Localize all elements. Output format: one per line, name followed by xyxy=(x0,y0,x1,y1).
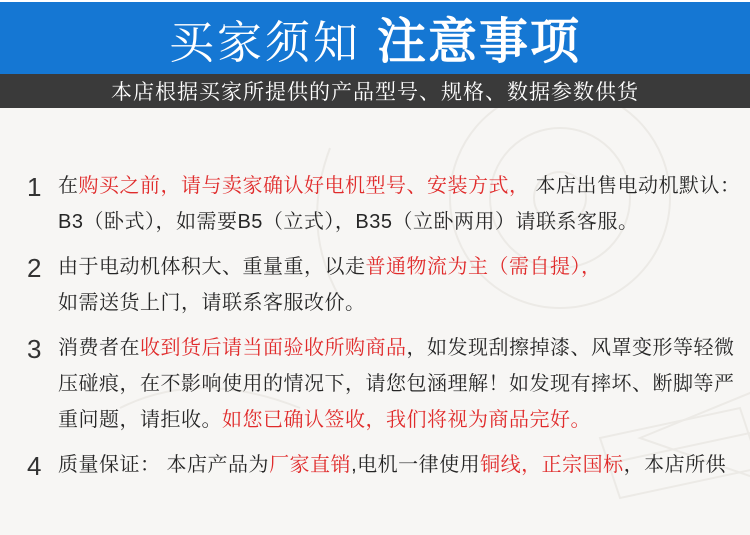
notice-text-segment: 如需送货上门，请联系客服改价。 xyxy=(58,292,366,314)
subtitle-bar xyxy=(0,74,750,108)
notice-text-segment: 购买之前，请与卖家确认好电机型号、安装方式， xyxy=(78,175,530,197)
notice-text-segment: 厂家直销 xyxy=(269,454,352,476)
notice-item xyxy=(27,168,741,240)
notice-text-segment: 质量保证： 本店产品为 xyxy=(58,454,270,476)
notice-item-number: 2 xyxy=(27,253,42,283)
title-banner xyxy=(0,2,750,74)
notice-text-segment: 在 xyxy=(58,175,79,197)
notice-item xyxy=(27,249,736,321)
notice-text-segment: 重问题，请拒收。 xyxy=(58,409,222,431)
notice-text-segment: ,电机一律使用 xyxy=(351,454,481,476)
notice-text-segment: 如您已确认签收，我们将视为商品完好。 xyxy=(222,409,591,431)
notice-item-line xyxy=(58,285,736,321)
notice-text-segment: 本店出售电动机默认： xyxy=(529,175,741,197)
notice-item-number: 3 xyxy=(27,334,42,364)
notice-text-segment: 由于电动机体积大、重量重，以走 xyxy=(58,256,366,278)
notice-item-line xyxy=(58,366,736,402)
notice-item-line xyxy=(58,402,736,438)
notice-text-segment: 压碰痕，在不影响使用的情况下，请您包涵理解！如发现有摔坏、断脚等严 xyxy=(58,373,735,395)
notice-item xyxy=(27,330,736,438)
notice-list xyxy=(0,108,750,483)
notice-text-segment: ，本店所供 xyxy=(623,454,727,476)
notice-text-segment: 收到货后请当面验收所购商品 xyxy=(140,337,407,359)
notice-item-number: 1 xyxy=(27,172,42,202)
notice-item-line xyxy=(58,204,736,240)
notice-text-segment: 铜线，正宗国标 xyxy=(480,454,624,476)
notice-text-segment: 普通物流为主（需自提）， xyxy=(365,256,602,278)
notice-item-line xyxy=(58,249,736,285)
banner-title-bold: 注意事项 xyxy=(377,15,582,69)
notice-item-number: 4 xyxy=(27,451,42,481)
notice-item xyxy=(27,447,736,483)
subtitle-text: 本店根据买家所提供的产品型号、规格、数据参数供货 xyxy=(111,81,639,104)
notice-text-segment: B3（卧式），如需要B5（立式），B35（立卧两用）请联系客服。 xyxy=(58,211,639,233)
notice-text-segment: ，如发现刮擦掉漆、风罩变形等轻微 xyxy=(406,337,735,359)
notice-item-line xyxy=(58,168,741,204)
notice-item-line xyxy=(58,330,736,366)
banner-title-light: 买家须知 xyxy=(168,16,361,68)
notice-text-segment: 消费者在 xyxy=(58,337,140,359)
notice-item-line xyxy=(58,447,736,483)
